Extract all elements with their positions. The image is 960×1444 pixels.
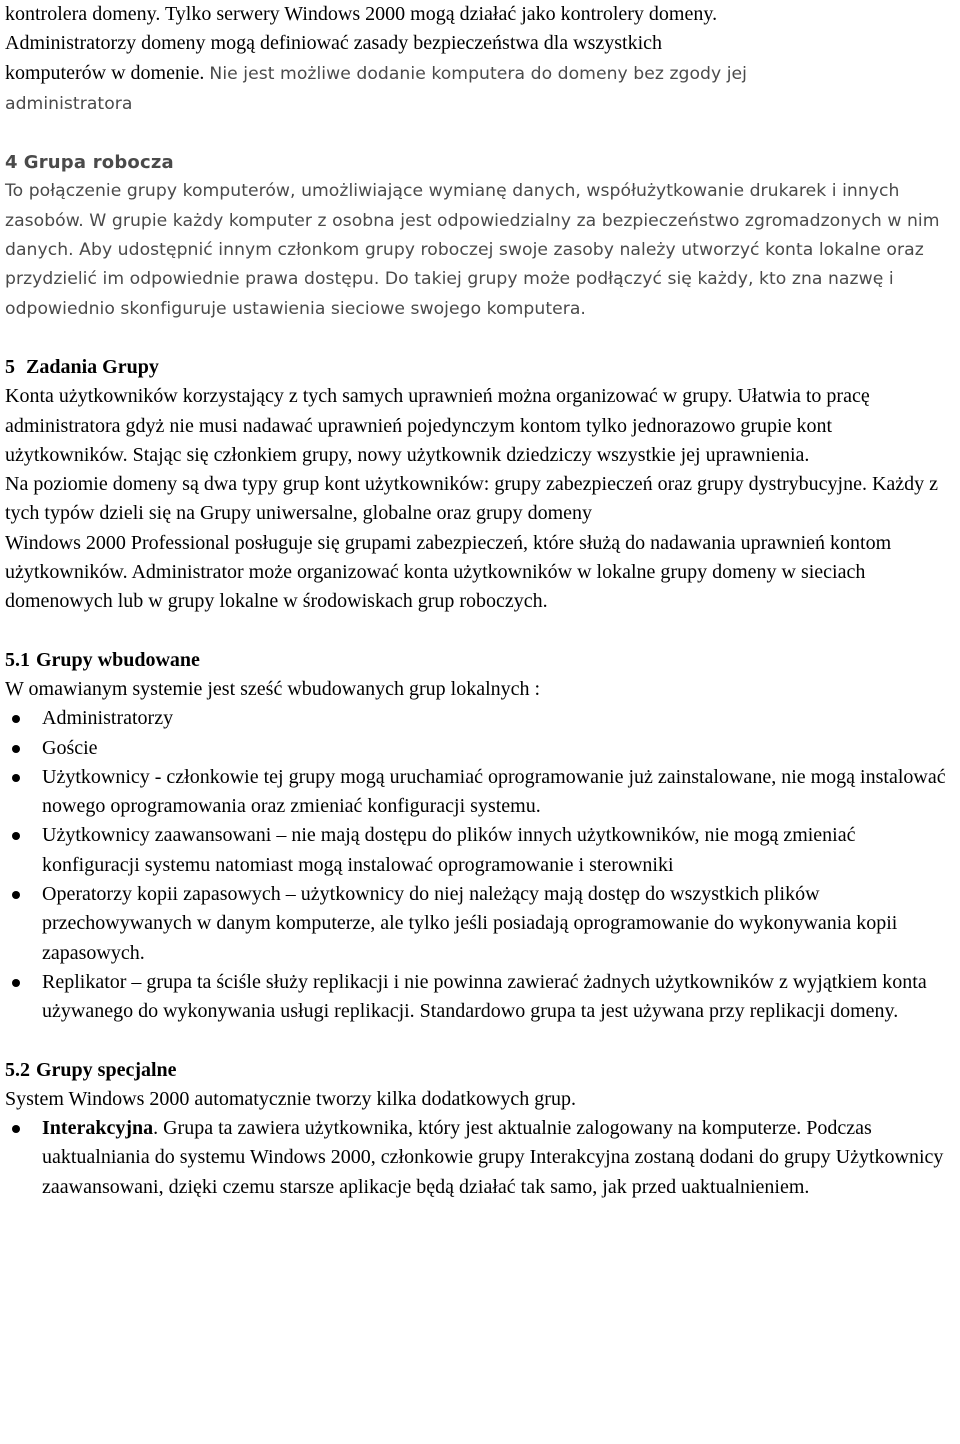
section-4	[5, 148, 954, 324]
section-5-title: Zadania Grupy	[26, 355, 159, 378]
section-5	[5, 353, 954, 617]
section-5-paragraph-1: Konta użytkowników korzystający z tych samych uprawnień można organizować w grupy. Ułatwia to pracę administratora gdyż nie musi nadawać uprawnień pojedynczym kontom tylko jednorazowo grupie kont użytkowników. Stając się członkiem grupy, nowy użytkownik dziedziczy wszystkie jej uprawnienia.	[5, 385, 870, 466]
section-5-heading	[5, 353, 954, 382]
list-item-term: Interakcyjna	[42, 1117, 154, 1140]
intro-paragraph	[5, 0, 954, 119]
list-item-text: Administratorzy	[42, 707, 174, 730]
list-item-text: Operatorzy kopii zapasowych – użytkownicy do niej należący mają dostęp do wszystkich plików przechowywanych w danym komputerze, ale tylko jeśli posiadają oprogramowanie do wykonywania kopii zapasowych.	[42, 883, 898, 964]
list-item-text: Użytkownicy zaawansowani – nie mają dostępu do plików innych użytkowników, nie mogą zmieniać konfiguracji systemu natomiast mogą instalować oprogramowanie i sterowniki	[42, 824, 856, 876]
intro-line-2: Administratorzy domeny mogą definiować zasady bezpieczeństwa dla wszystkich	[5, 32, 663, 55]
intro-line-3b: Nie jest możliwe dodanie komputera do domeny bez zgody jej	[209, 63, 748, 84]
section-5-paragraph-2: Na poziomie domeny są dwa typy grup kont użytkowników: grupy zabezpieczeń oraz grupy dystrybucyjne. Każdy z tych typów dzieli się na Grupy uniwersalne, globalne oraz grupy domeny	[5, 473, 939, 525]
bullet-icon	[12, 979, 20, 987]
bullet-icon	[12, 715, 20, 723]
section-5-1-intro: W omawianym systemie jest sześć wbudowanych grup lokalnych :	[5, 677, 541, 700]
list-item	[5, 734, 954, 763]
section-4-title: Grupa robocza	[23, 152, 174, 174]
section-5-2-intro: System Windows 2000 automatycznie tworzy kilka dodatkowych grup.	[5, 1087, 576, 1110]
intro-line-3a: komputerów w domenie.	[5, 61, 210, 84]
section-5-1-number: 5.1	[5, 648, 30, 671]
list-item-text: Replikator – grupa ta ściśle służy replikacji i nie powinna zawierać żadnych użytkowników z wyjątkiem konta używanego do wykonywania usługi replikacji. Standardowo grupa ta jest używana przy replikacji domeny.	[42, 970, 927, 1023]
section-5-1-heading	[5, 646, 954, 675]
intro-line-4: administratora	[5, 93, 133, 114]
list-item	[5, 763, 954, 822]
list-item	[5, 821, 954, 880]
special-groups-list	[5, 1114, 954, 1202]
section-4-heading	[5, 148, 954, 177]
section-5-2	[5, 1056, 954, 1202]
section-5-1-title: Grupy wbudowane	[36, 648, 200, 671]
list-item-text: Goście	[42, 736, 98, 759]
bullet-icon	[12, 745, 20, 753]
section-5-1	[5, 646, 954, 1027]
bullet-icon	[12, 891, 20, 899]
intro-line-1: kontrolera domeny. Tylko serwery Windows 2000 mogą działać jako kontrolery domeny.	[5, 3, 718, 25]
list-item	[5, 1114, 954, 1202]
section-5-paragraph-3: Windows 2000 Professional posługuje się grupami zabezpieczeń, które służą do nadawania uprawnień kontom użytkowników. Administrator może organizować konta użytkowników w lokalne grupy domeny w sieciach domenowych lub w grupy lokalne w środowiskach grup roboczych.	[5, 531, 892, 613]
bullet-icon	[12, 774, 20, 782]
list-item	[5, 880, 954, 968]
section-5-2-title: Grupy specjalne	[36, 1058, 177, 1081]
section-5-number: 5	[5, 355, 15, 378]
section-4-text: To połączenie grupy komputerów, umożliwiające wymianę danych, współużytkowanie drukarek i innych zasobów. W grupie każdy komputer z osobna jest odpowiedzialny za bezpieczeństwo zgromadzonych w nim danych. Aby udostępnić innym członkom grupy roboczej swoje zasoby należy utworzyć konta lokalne oraz przydzielić im odpowiednie prawa dostępu. Do takiej grupy może podłączyć się każdy, kto zna nazwę i odpowiednio skonfiguruje ustawienia sieciowe swojego komputera.	[5, 181, 940, 319]
section-5-2-number: 5.2	[5, 1058, 30, 1081]
section-5-2-heading	[5, 1056, 954, 1085]
bullet-icon	[12, 832, 20, 840]
builtin-groups-list	[5, 704, 954, 1026]
list-item-text: . Grupa ta zawiera użytkownika, który jest aktualnie zalogowany na komputerze. Podczas uaktualniania do systemu Windows 2000, członkowie grupy Interakcyjna zostaną dodani do grupy Użytkownicy zaawansowani, dzięki czemu starsze aplikacje będą działać tak samo, jak przed uaktualnieniem.	[42, 1117, 944, 1198]
list-item	[5, 968, 954, 1027]
list-item-text: Użytkownicy - członkowie tej grupy mogą uruchamiać oprogramowanie już zainstalowane, nie mogą instalować nowego oprogramowania oraz zmieniać konfiguracji systemu.	[42, 765, 946, 818]
list-item	[5, 704, 954, 733]
bullet-icon	[12, 1125, 20, 1133]
section-4-number: 4	[5, 152, 18, 174]
